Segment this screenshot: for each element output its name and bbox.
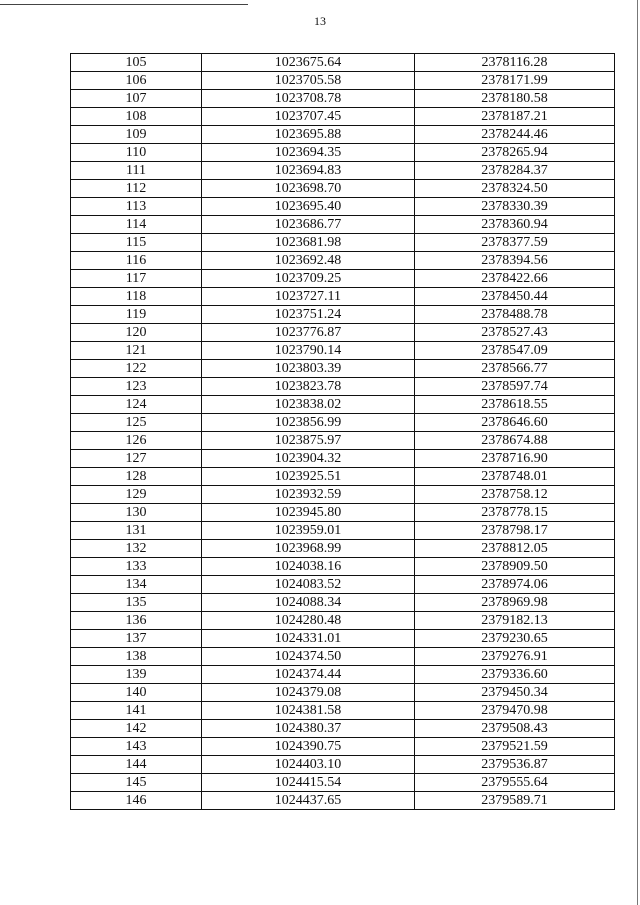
scan-edge-line-right [637,0,638,905]
x-coordinate-cell: 1023681.98 [202,234,415,252]
x-coordinate-cell: 1023856.99 [202,414,415,432]
x-coordinate-cell: 1024390.75 [202,738,415,756]
y-coordinate-cell: 2379336.60 [415,666,615,684]
y-coordinate-cell: 2378377.59 [415,234,615,252]
point-number-cell: 109 [71,126,202,144]
point-number-cell: 139 [71,666,202,684]
point-number-cell: 110 [71,144,202,162]
x-coordinate-cell: 1024374.50 [202,648,415,666]
point-number-cell: 144 [71,756,202,774]
table-row [71,522,615,540]
y-coordinate-cell: 2378330.39 [415,198,615,216]
point-number-cell: 136 [71,612,202,630]
table-row [71,180,615,198]
table-row [71,450,615,468]
x-coordinate-cell: 1023695.40 [202,198,415,216]
table-row [71,702,615,720]
y-coordinate-cell: 2378646.60 [415,414,615,432]
point-number-cell: 122 [71,360,202,378]
table-row [71,288,615,306]
x-coordinate-cell: 1024038.16 [202,558,415,576]
point-number-cell: 126 [71,432,202,450]
table-row [71,756,615,774]
point-number-cell: 134 [71,576,202,594]
point-number-cell: 118 [71,288,202,306]
x-coordinate-cell: 1023875.97 [202,432,415,450]
x-coordinate-cell: 1024280.48 [202,612,415,630]
point-number-cell: 106 [71,72,202,90]
point-number-cell: 125 [71,414,202,432]
point-number-cell: 112 [71,180,202,198]
coordinates-table-body [71,54,615,810]
table-row [71,72,615,90]
y-coordinate-cell: 2378284.37 [415,162,615,180]
table-row [71,54,615,72]
point-number-cell: 111 [71,162,202,180]
table-row [71,306,615,324]
y-coordinate-cell: 2378716.90 [415,450,615,468]
x-coordinate-cell: 1024331.01 [202,630,415,648]
y-coordinate-cell: 2378324.50 [415,180,615,198]
x-coordinate-cell: 1023707.45 [202,108,415,126]
point-number-cell: 141 [71,702,202,720]
y-coordinate-cell: 2379508.43 [415,720,615,738]
x-coordinate-cell: 1023968.99 [202,540,415,558]
x-coordinate-cell: 1023932.59 [202,486,415,504]
y-coordinate-cell: 2379276.91 [415,648,615,666]
table-row [71,504,615,522]
y-coordinate-cell: 2378798.17 [415,522,615,540]
point-number-cell: 143 [71,738,202,756]
table-row [71,108,615,126]
table-row [71,648,615,666]
x-coordinate-cell: 1023692.48 [202,252,415,270]
table-row [71,558,615,576]
y-coordinate-cell: 2378360.94 [415,216,615,234]
y-coordinate-cell: 2379521.59 [415,738,615,756]
coordinates-table [70,53,615,810]
point-number-cell: 113 [71,198,202,216]
table-row [71,378,615,396]
point-number-cell: 114 [71,216,202,234]
y-coordinate-cell: 2379230.65 [415,630,615,648]
x-coordinate-cell: 1023945.80 [202,504,415,522]
x-coordinate-cell: 1023695.88 [202,126,415,144]
x-coordinate-cell: 1024437.65 [202,792,415,810]
x-coordinate-cell: 1023709.25 [202,270,415,288]
point-number-cell: 135 [71,594,202,612]
x-coordinate-cell: 1024415.54 [202,774,415,792]
table-row [71,90,615,108]
point-number-cell: 133 [71,558,202,576]
y-coordinate-cell: 2378758.12 [415,486,615,504]
y-coordinate-cell: 2378265.94 [415,144,615,162]
x-coordinate-cell: 1023803.39 [202,360,415,378]
x-coordinate-cell: 1023904.32 [202,450,415,468]
point-number-cell: 105 [71,54,202,72]
table-row [71,126,615,144]
table-row [71,414,615,432]
x-coordinate-cell: 1024381.58 [202,702,415,720]
x-coordinate-cell: 1024088.34 [202,594,415,612]
point-number-cell: 146 [71,792,202,810]
point-number-cell: 117 [71,270,202,288]
table-row [71,360,615,378]
y-coordinate-cell: 2378187.21 [415,108,615,126]
x-coordinate-cell: 1023705.58 [202,72,415,90]
table-row [71,396,615,414]
y-coordinate-cell: 2378547.09 [415,342,615,360]
y-coordinate-cell: 2379589.71 [415,792,615,810]
y-coordinate-cell: 2378244.46 [415,126,615,144]
y-coordinate-cell: 2378778.15 [415,504,615,522]
point-number-cell: 138 [71,648,202,666]
y-coordinate-cell: 2378422.66 [415,270,615,288]
point-number-cell: 145 [71,774,202,792]
y-coordinate-cell: 2378394.56 [415,252,615,270]
point-number-cell: 115 [71,234,202,252]
y-coordinate-cell: 2378450.44 [415,288,615,306]
point-number-cell: 132 [71,540,202,558]
y-coordinate-cell: 2378527.43 [415,324,615,342]
x-coordinate-cell: 1023698.70 [202,180,415,198]
y-coordinate-cell: 2379536.87 [415,756,615,774]
y-coordinate-cell: 2379555.64 [415,774,615,792]
y-coordinate-cell: 2378180.58 [415,90,615,108]
x-coordinate-cell: 1023694.35 [202,144,415,162]
x-coordinate-cell: 1023925.51 [202,468,415,486]
y-coordinate-cell: 2379182.13 [415,612,615,630]
x-coordinate-cell: 1023790.14 [202,342,415,360]
x-coordinate-cell: 1023776.87 [202,324,415,342]
x-coordinate-cell: 1023686.77 [202,216,415,234]
x-coordinate-cell: 1024083.52 [202,576,415,594]
table-row [71,198,615,216]
table-row [71,612,615,630]
y-coordinate-cell: 2378674.88 [415,432,615,450]
page-number: 13 [314,14,326,28]
point-number-cell: 130 [71,504,202,522]
table-row [71,540,615,558]
y-coordinate-cell: 2378909.50 [415,558,615,576]
point-number-cell: 127 [71,450,202,468]
table-row [71,468,615,486]
x-coordinate-cell: 1024403.10 [202,756,415,774]
y-coordinate-cell: 2378812.05 [415,540,615,558]
table-row [71,720,615,738]
y-coordinate-cell: 2378171.99 [415,72,615,90]
table-row [71,162,615,180]
x-coordinate-cell: 1023959.01 [202,522,415,540]
point-number-cell: 116 [71,252,202,270]
point-number-cell: 121 [71,342,202,360]
y-coordinate-cell: 2379470.98 [415,702,615,720]
y-coordinate-cell: 2378748.01 [415,468,615,486]
table-row [71,144,615,162]
table-row [71,234,615,252]
table-row [71,666,615,684]
table-row [71,270,615,288]
x-coordinate-cell: 1024379.08 [202,684,415,702]
table-row [71,738,615,756]
y-coordinate-cell: 2378969.98 [415,594,615,612]
x-coordinate-cell: 1023838.02 [202,396,415,414]
point-number-cell: 142 [71,720,202,738]
x-coordinate-cell: 1023751.24 [202,306,415,324]
y-coordinate-cell: 2378116.28 [415,54,615,72]
point-number-cell: 119 [71,306,202,324]
y-coordinate-cell: 2378618.55 [415,396,615,414]
x-coordinate-cell: 1023694.83 [202,162,415,180]
point-number-cell: 131 [71,522,202,540]
point-number-cell: 140 [71,684,202,702]
point-number-cell: 128 [71,468,202,486]
table-row [71,216,615,234]
point-number-cell: 137 [71,630,202,648]
point-number-cell: 123 [71,378,202,396]
scan-edge-line-top [0,4,248,5]
table-row [71,594,615,612]
table-row [71,252,615,270]
table-row [71,486,615,504]
x-coordinate-cell: 1023675.64 [202,54,415,72]
y-coordinate-cell: 2379450.34 [415,684,615,702]
table-row [71,684,615,702]
table-row [71,342,615,360]
y-coordinate-cell: 2378597.74 [415,378,615,396]
point-number-cell: 108 [71,108,202,126]
table-row [71,630,615,648]
y-coordinate-cell: 2378566.77 [415,360,615,378]
x-coordinate-cell: 1023727.11 [202,288,415,306]
point-number-cell: 124 [71,396,202,414]
table-row [71,792,615,810]
table-row [71,576,615,594]
table-row [71,324,615,342]
y-coordinate-cell: 2378974.06 [415,576,615,594]
x-coordinate-cell: 1024374.44 [202,666,415,684]
point-number-cell: 107 [71,90,202,108]
x-coordinate-cell: 1023708.78 [202,90,415,108]
x-coordinate-cell: 1023823.78 [202,378,415,396]
point-number-cell: 120 [71,324,202,342]
x-coordinate-cell: 1024380.37 [202,720,415,738]
y-coordinate-cell: 2378488.78 [415,306,615,324]
table-row [71,432,615,450]
point-number-cell: 129 [71,486,202,504]
table-row [71,774,615,792]
